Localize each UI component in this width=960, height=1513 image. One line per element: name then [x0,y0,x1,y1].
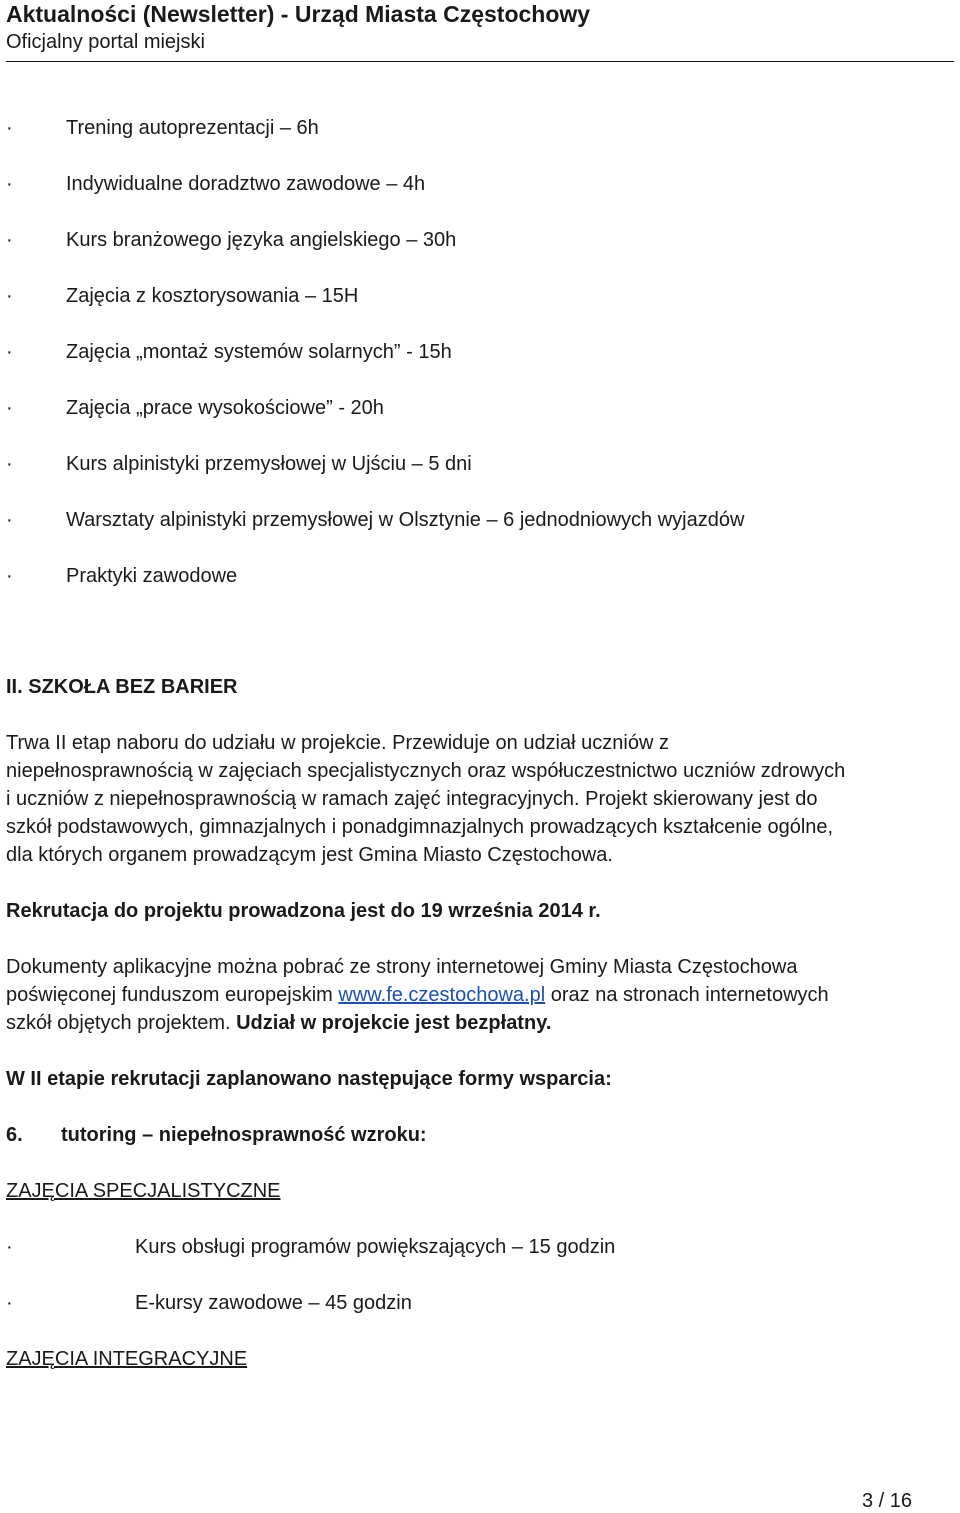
list-item-text: Kurs branżowego języka angielskiego – 30h [66,229,457,251]
bullet-icon: · [6,285,13,307]
list-item-text: Zajęcia „montaż systemów solarnych” - 15h [66,341,452,363]
documents-paragraph [6,953,950,1037]
list-item-text: Kurs obsługi programów powiększających – 15 godzin [135,1236,616,1258]
bullet-icon: · [6,341,13,363]
specialist-classes-heading: ZAJĘCIA SPECJALISTYCZNE [6,1180,281,1202]
bullet-icon: · [6,173,13,195]
bullet-icon: · [6,397,13,419]
page-title: Aktualności (Newsletter) - Urząd Miasta Częstochowy [6,1,591,27]
item-number: 6. [6,1124,23,1146]
bullet-icon: · [6,453,13,475]
paragraph-line: Trwa II etap naboru do udziału w projekcie. Przewiduje on udział uczniów z [6,732,669,754]
paragraph-line: szkół podstawowych, gimnazjalnych i ponadgimnazjalnych prowadzących kształcenie ogólne, [6,816,834,838]
paragraph-text: szkół objętych projektem. [6,1012,237,1034]
intro-paragraph [6,729,950,869]
paragraph-line: Dokumenty aplikacyjne można pobrać ze strony internetowej Gminy Miasta Częstochowa [6,956,798,978]
page-subtitle: Oficjalny portal miejski [6,31,205,53]
recruitment-notice: Rekrutacja do projektu prowadzona jest do 19 września 2014 r. [6,900,601,922]
paragraph-text: oraz na stronach internetowych [545,984,829,1006]
list-item-text: Zajęcia „prace wysokościowe” - 20h [66,397,384,419]
list-item-text: Kurs alpinistyki przemysłowej w Ujściu – 5 dni [66,453,472,475]
paragraph-text: poświęconej funduszom europejskim [6,984,339,1006]
list-item-text: Indywidualne doradztwo zawodowe – 4h [66,173,426,195]
bullet-icon: · [6,565,13,587]
bullet-icon: · [6,509,13,531]
paragraph-line: dla których organem prowadzącym jest Gmina Miasto Częstochowa. [6,844,613,866]
list-item-text: E-kursy zawodowe – 45 godzin [135,1292,412,1314]
paragraph-line: niepełnosprawnością w zajęciach specjalistycznych oraz współuczestnictwo uczniów zdrowych [6,760,846,782]
paragraph-line [6,981,950,1009]
page-number: 3 / 16 [861,1490,912,1512]
item-title: tutoring – niepełnosprawność wzroku: [61,1124,427,1146]
paragraph-line: i uczniów z niepełnosprawnością w ramach zajęć integracyjnych. Projekt skierowany jest do [6,788,818,810]
list-item-text: Trening autoprezentacji – 6h [66,117,319,139]
bullet-icon: · [6,117,13,139]
free-participation-note: Udział w projekcie jest bezpłatny. [236,1012,552,1034]
eu-funds-link[interactable]: www.fe.czestochowa.pl [338,984,546,1006]
bullet-icon: · [6,229,13,251]
integration-classes-heading: ZAJĘCIA INTEGRACYJNE [6,1348,248,1370]
support-forms-heading: W II etapie rekrutacji zaplanowano następujące formy wsparcia: [6,1068,612,1090]
list-item-text: Warsztaty alpinistyki przemysłowej w Olsztynie – 6 jednodniowych wyjazdów [66,509,745,531]
paragraph-line [6,1009,950,1037]
bullet-icon: · [6,1236,13,1258]
section-heading: II. SZKOŁA BEZ BARIER [6,676,238,698]
list-item-text: Zajęcia z kosztorysowania – 15H [66,285,359,307]
bullet-icon: · [6,1292,13,1314]
list-item-text: Praktyki zawodowe [66,565,238,587]
